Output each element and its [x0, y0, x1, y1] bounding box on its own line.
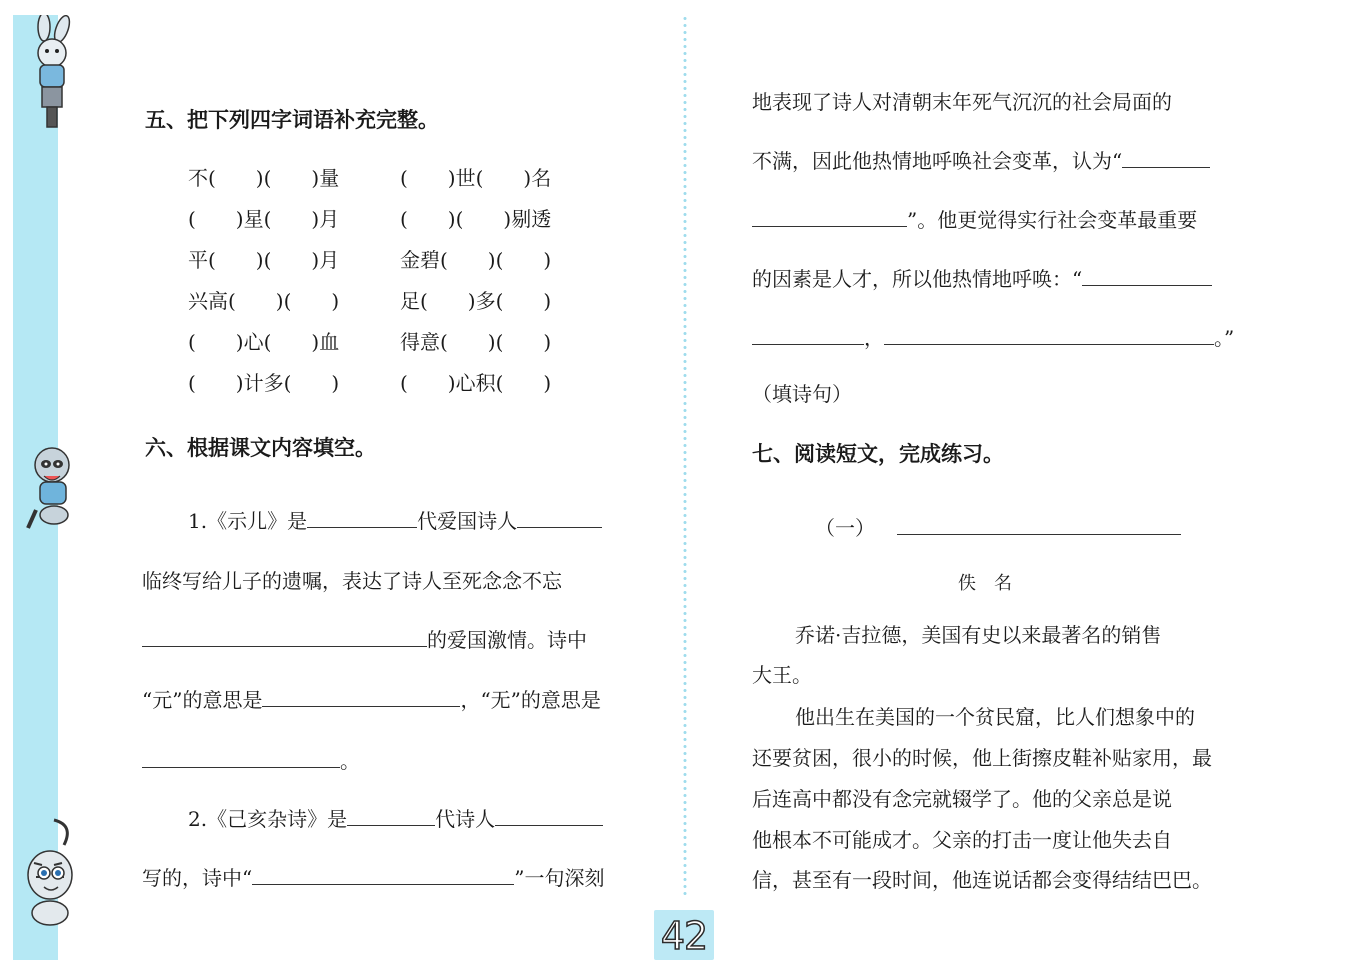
- passage-number: （一）: [815, 516, 875, 540]
- cont-blank-5[interactable]: [884, 326, 1214, 345]
- passage-para-2-line-5: 信，甚至有一段时间，他连说话都会变得结结巴巴。: [752, 868, 1212, 892]
- q1-blank-wu[interactable]: [142, 749, 340, 768]
- section-7-title: 七、阅读短文，完成练习。: [752, 442, 1004, 466]
- q2-text-c: 写的，诗中“: [142, 866, 253, 890]
- passage-para-2-line-2: 还要贫困，很小的时候，他上街擦皮鞋补贴家用，最: [752, 746, 1212, 770]
- rabbit-icon: [14, 15, 84, 130]
- idiom-9: ( )心( )血: [188, 330, 340, 354]
- q2-text-b: 代诗人: [435, 807, 496, 831]
- raccoon-icon: [14, 440, 84, 535]
- section-5-title: 五、把下列四字词语补充完整。: [145, 108, 439, 132]
- idiom-11: ( )计多( ): [188, 371, 340, 395]
- cont-line-4: [752, 265, 1212, 293]
- passage-para-2-line-1: 他出生在美国的一个贫民窟，比人们想象中的: [795, 705, 1195, 729]
- tiger-icon: [14, 815, 84, 930]
- cont-blank-4[interactable]: [752, 326, 864, 345]
- q1-line-1: [188, 507, 602, 535]
- cont-text-4: 的因素是人才，所以他热情地呼唤：“: [752, 267, 1083, 291]
- q1-line-5: [142, 747, 360, 775]
- cont-line-1: 地表现了诗人对清朝末年死气沉沉的社会局面的: [752, 90, 1172, 114]
- idiom-2: ( )世( )名: [400, 166, 552, 190]
- q1-text-g: 。: [340, 749, 360, 773]
- q1-line-2: 临终写给儿子的遗嘱，表达了诗人至死念念不忘: [142, 569, 562, 593]
- idiom-3: ( )星( )月: [188, 207, 340, 231]
- cont-line-2: [752, 147, 1210, 175]
- q1-text-b: 代爱国诗人: [417, 509, 518, 533]
- section-6-title: 六、根据课文内容填空。: [145, 436, 376, 460]
- cont-blank-2[interactable]: [752, 208, 907, 227]
- q1-text-e: “元”的意思是: [142, 688, 263, 712]
- cont-line-6: （填诗句）: [752, 382, 852, 406]
- passage-para-2-line-4: 他根本不可能成才。父亲的打击一度让他失去自: [752, 828, 1172, 852]
- passage-para-1-line-1: 乔诺·吉拉德，美国有史以来最著名的销售: [795, 623, 1162, 647]
- q1-line-3: [142, 626, 587, 654]
- idiom-6: 金碧( )( ): [400, 248, 552, 272]
- q2-text-a: 2.《己亥杂诗》是: [188, 807, 348, 831]
- passage-title-line: [815, 514, 1181, 542]
- q2-text-d: ”一句深刻: [514, 866, 605, 890]
- cont-line-3: [752, 206, 1197, 234]
- q2-blank-poet[interactable]: [495, 807, 603, 826]
- idiom-10: 得意( )( ): [400, 330, 552, 354]
- idiom-8: 足( )多( ): [400, 289, 552, 313]
- page-number: 42: [660, 914, 708, 958]
- passage-author: 佚 名: [958, 573, 1012, 594]
- q1-text-d: 的爱国激情。诗中: [427, 628, 587, 652]
- q1-blank-dynasty[interactable]: [307, 509, 417, 528]
- q1-text-a: 1.《示儿》是: [188, 509, 308, 533]
- q1-blank-poet[interactable]: [517, 509, 602, 528]
- q2-blank-verse[interactable]: [252, 866, 514, 885]
- cont-text-5a: ，: [864, 326, 884, 350]
- idiom-5: 平( )( )月: [188, 248, 340, 272]
- cont-text-5b: 。”: [1214, 326, 1235, 350]
- q1-text-f: ，“无”的意思是: [460, 688, 601, 712]
- cont-text-2: 不满，因此他热情地呼唤社会变革，认为“: [752, 149, 1123, 173]
- q1-blank-yuan[interactable]: [262, 688, 460, 707]
- idiom-7: 兴高( )( ): [188, 289, 340, 313]
- cont-blank-1[interactable]: [1122, 149, 1210, 168]
- idiom-4: ( )( )剔透: [400, 207, 552, 231]
- idiom-1: 不( )( )量: [188, 166, 340, 190]
- idiom-12: ( )心积( ): [400, 371, 552, 395]
- passage-title-blank[interactable]: [897, 516, 1181, 535]
- q1-blank-wish[interactable]: [142, 628, 427, 647]
- cont-blank-3[interactable]: [1082, 267, 1212, 286]
- cont-line-5: [752, 324, 1234, 352]
- q1-line-4: [142, 686, 601, 714]
- passage-para-2-line-3: 后连高中都没有念完就辍学了。他的父亲总是说: [752, 787, 1172, 811]
- q2-blank-dynasty[interactable]: [347, 807, 435, 826]
- q2-line-2: [142, 864, 604, 892]
- cont-text-3: ”。他更觉得实行社会变革最重要: [907, 208, 1198, 232]
- passage-para-1-line-2: 大王。: [752, 663, 812, 687]
- spine-dotted-line: [681, 15, 689, 895]
- q2-line-1: [188, 805, 603, 833]
